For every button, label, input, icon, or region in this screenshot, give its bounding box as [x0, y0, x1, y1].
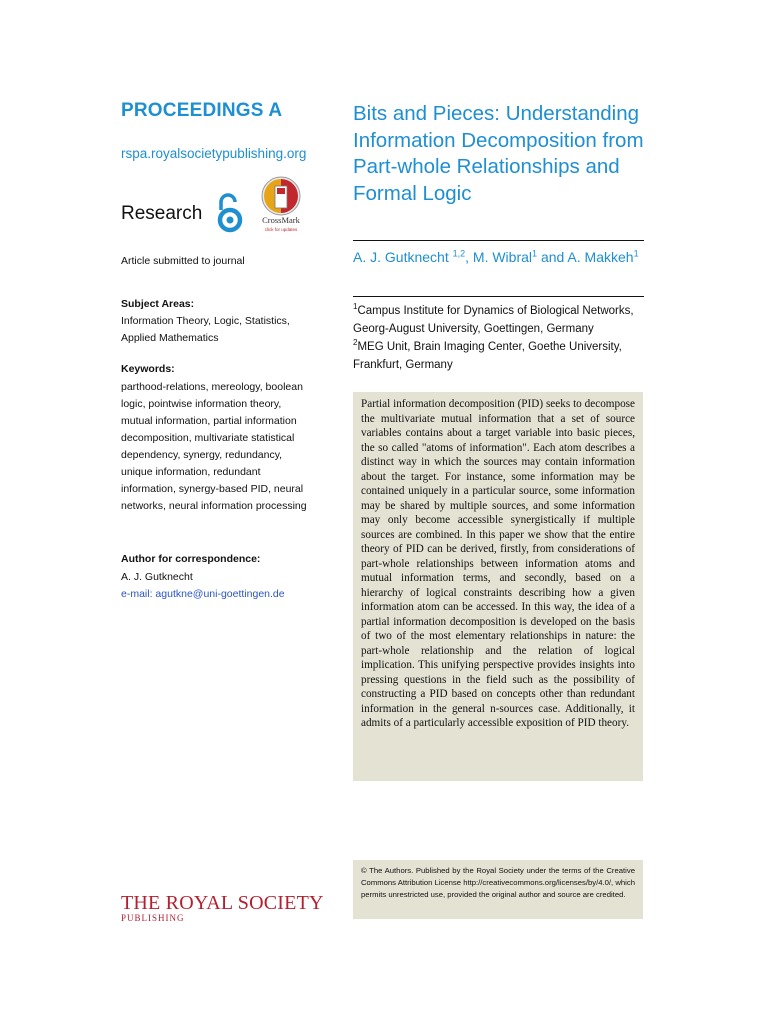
affiliation-number: 1: [353, 302, 358, 312]
affiliation-text: Campus Institute for Dynamics of Biological Networks, Georg-August University, Goettingen, Germany: [353, 305, 634, 335]
submission-note: Article submitted to journal: [121, 255, 245, 267]
divider: [353, 240, 644, 241]
divider: [353, 296, 644, 297]
author-conjunction: and: [540, 249, 565, 265]
affiliations: [353, 302, 645, 374]
section-label: Research: [121, 203, 203, 224]
open-access-icon: [215, 192, 245, 234]
journal-title: PROCEEDINGS A: [121, 100, 283, 121]
crossmark-label: CrossMark: [262, 215, 300, 225]
subject-areas-label: Subject Areas:: [121, 298, 195, 310]
journal-site-link[interactable]: rspa.royalsocietypublishing.org: [121, 146, 307, 161]
abstract-box: [353, 392, 643, 781]
author-name: M. Wibral: [472, 249, 533, 265]
license-text: © The Authors. Published by the Royal Society under the terms of the Creative Commons Attribution License http://creativecommons.org/licenses/by/4.0/, which permits unrestricted use, provided the original author and source are credited.: [361, 866, 635, 899]
crossmark-sub: click for updates: [264, 227, 298, 232]
author-name: A. Makkeh: [567, 249, 634, 265]
affiliation-2: [353, 338, 645, 374]
keywords-label: Keywords:: [121, 363, 175, 375]
affiliation-1: [353, 302, 645, 338]
author-affil-ref: 1: [532, 248, 538, 259]
abstract-text: Partial information decomposition (PID) seeks to decompose the multivariate mutual information that a set of source variables contains about a target variable into basic pieces, the so called "atoms of information". Each atom describes a distinct way in which the sources may contain information about the target. For instance, some information may be contained uniquely in a particular source, some information may be shared by multiple sources, and some information may only become accessible synergistically if multiple sources are combined. In this paper we show that the entire theory of PID can be derived, firstly, from considerations of part-whole relationships between information atoms and mutual information terms, and secondly, based on a hierarchy of logical constraints describing how a given information atom can be accessed. In this way, the idea of a partial information decomposition is developed on the basis of two of the most elementary relationships in nature: the part-whole relationship and the relation of logical implication. This unifying perspective provides insights into pressing questions in the field such as the possibility of constructing a PID based on concepts other than redundant information in the general n-sources case. Additionally, it admits of a particularly accessible exposition of PID theory.: [361, 398, 635, 729]
license-box: [353, 860, 643, 919]
correspondence-email-link[interactable]: e-mail: agutkne@uni-goettingen.de: [121, 588, 285, 600]
subject-areas-value: Information Theory, Logic, Statistics, Applied Mathematics: [121, 315, 290, 344]
affiliation-number: 2: [353, 338, 358, 348]
author-affil-ref: 1: [633, 248, 639, 259]
author-affil-ref: 1,2: [452, 248, 466, 259]
author-name: A. J. Gutknecht: [353, 249, 449, 265]
publisher-name: THE ROYAL SOCIETY: [121, 892, 324, 914]
author-list: A. J. Gutknecht $^{1,2}$, M. Wibral$^1$ and A. Makkeh$^1$: [353, 248, 639, 265]
royal-society-logo: [121, 893, 324, 923]
article-title: Bits and Pieces: Understanding Information Decomposition from Part-whole Relationships and Formal Logic: [353, 102, 644, 205]
crossmark-icon[interactable]: [254, 176, 308, 234]
correspondence-name: A. J. Gutknecht: [121, 571, 193, 583]
correspondence-label: Author for correspondence:: [121, 553, 261, 565]
affiliation-text: MEG Unit, Brain Imaging Center, Goethe University, Frankfurt, Germany: [353, 341, 622, 371]
publisher-sub: PUBLISHING: [121, 913, 185, 923]
keywords-value: parthood-relations, mereology, boolean logic, pointwise information theory, mutual information, partial information decomposition, multivariate statistical dependency, synergy, redundancy, unique information, redundant information, synergy-based PID, neural networks, neural information processing: [121, 381, 307, 512]
